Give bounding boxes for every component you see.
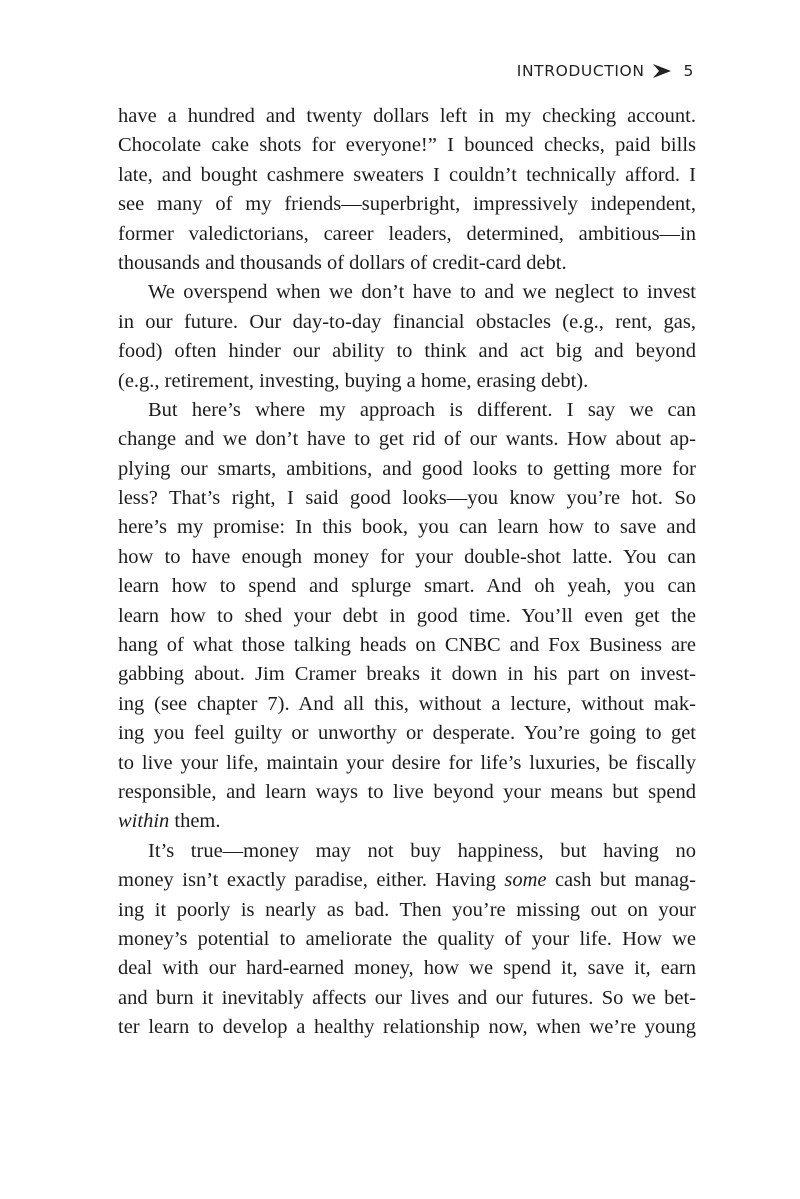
right-arrow-icon	[653, 64, 671, 78]
text-line: and burn it inevitably affects our lives and our futures. So we bet-	[118, 986, 696, 1009]
emphasis-text: within	[118, 810, 170, 833]
text-line: But here’s where my approach is different. I say we can	[148, 398, 696, 421]
paragraph	[118, 396, 696, 837]
paragraph	[118, 278, 696, 396]
text-line: We overspend when we don’t have to and we neglect to invest	[148, 281, 696, 304]
text-line: money isn’t exactly paradise, either. Having some cash but manag-	[118, 869, 696, 892]
text-line: ter learn to develop a healthy relationship now, when we’re young	[118, 1016, 696, 1039]
body-text	[118, 102, 696, 1043]
paragraph	[118, 102, 696, 278]
text-line: learn how to shed your debt in good time. You’ll even get the	[118, 604, 696, 627]
paragraph	[118, 837, 696, 1043]
text-line: plying our smarts, ambitions, and good looks to getting more for	[118, 457, 696, 480]
text-line: ing you feel guilty or unworthy or desperate. You’re going to get	[118, 722, 696, 745]
text-line: deal with our hard-earned money, how we spend it, save it, earn	[118, 957, 696, 980]
text-line: hang of what those talking heads on CNBC and Fox Business are	[118, 634, 696, 657]
running-head	[517, 62, 694, 80]
emphasis-text: some	[504, 869, 547, 892]
text-line: in our future. Our day-to-day financial obstacles (e.g., rent, gas,	[118, 310, 696, 333]
text-line: food) often hinder our ability to think and act big and beyond	[118, 340, 696, 363]
text-line: have a hundred and twenty dollars left in my checking account.	[118, 105, 696, 127]
text-line: It’s true—money may not buy happiness, but having no	[148, 839, 696, 862]
text-line: less? That’s right, I said good looks—you know you’re hot. So	[118, 487, 696, 510]
text-line: Chocolate cake shots for everyone!” I bounced checks, paid bills	[118, 134, 696, 157]
page-number: 5	[683, 62, 694, 80]
text-line: thousands and thousands of dollars of credit-card debt.	[118, 251, 567, 274]
text-line: to live your life, maintain your desire for life’s luxuries, be fiscally	[118, 751, 696, 774]
text-line: money’s potential to ameliorate the quality of your life. How we	[118, 927, 696, 950]
text-line: how to have enough money for your double-shot latte. You can	[118, 545, 696, 568]
text-line: learn how to spend and splurge smart. And oh yeah, you can	[118, 575, 696, 598]
section-title: INTRODUCTION	[516, 62, 645, 80]
text-line: here’s my promise: In this book, you can learn how to save and	[118, 516, 696, 539]
text-line: within them.	[118, 810, 221, 833]
text-line: ing it poorly is nearly as bad. Then you’re missing out on your	[118, 898, 696, 921]
text-line: change and we don’t have to get rid of our wants. How about ap-	[118, 428, 696, 451]
text-line: responsible, and learn ways to live beyond your means but spend	[118, 780, 696, 803]
text-line: (e.g., retirement, investing, buying a home, erasing debt).	[118, 369, 589, 392]
text-line: late, and bought cashmere sweaters I couldn’t technically afford. I	[118, 163, 696, 186]
text-line: see many of my friends—superbright, impressively independent,	[118, 193, 696, 216]
text-line: ing (see chapter 7). And all this, without a lecture, without mak-	[118, 692, 696, 715]
text-line: former valedictorians, career leaders, determined, ambitious—in	[118, 222, 696, 245]
text-line: gabbing about. Jim Cramer breaks it down in his part on invest-	[118, 663, 696, 686]
